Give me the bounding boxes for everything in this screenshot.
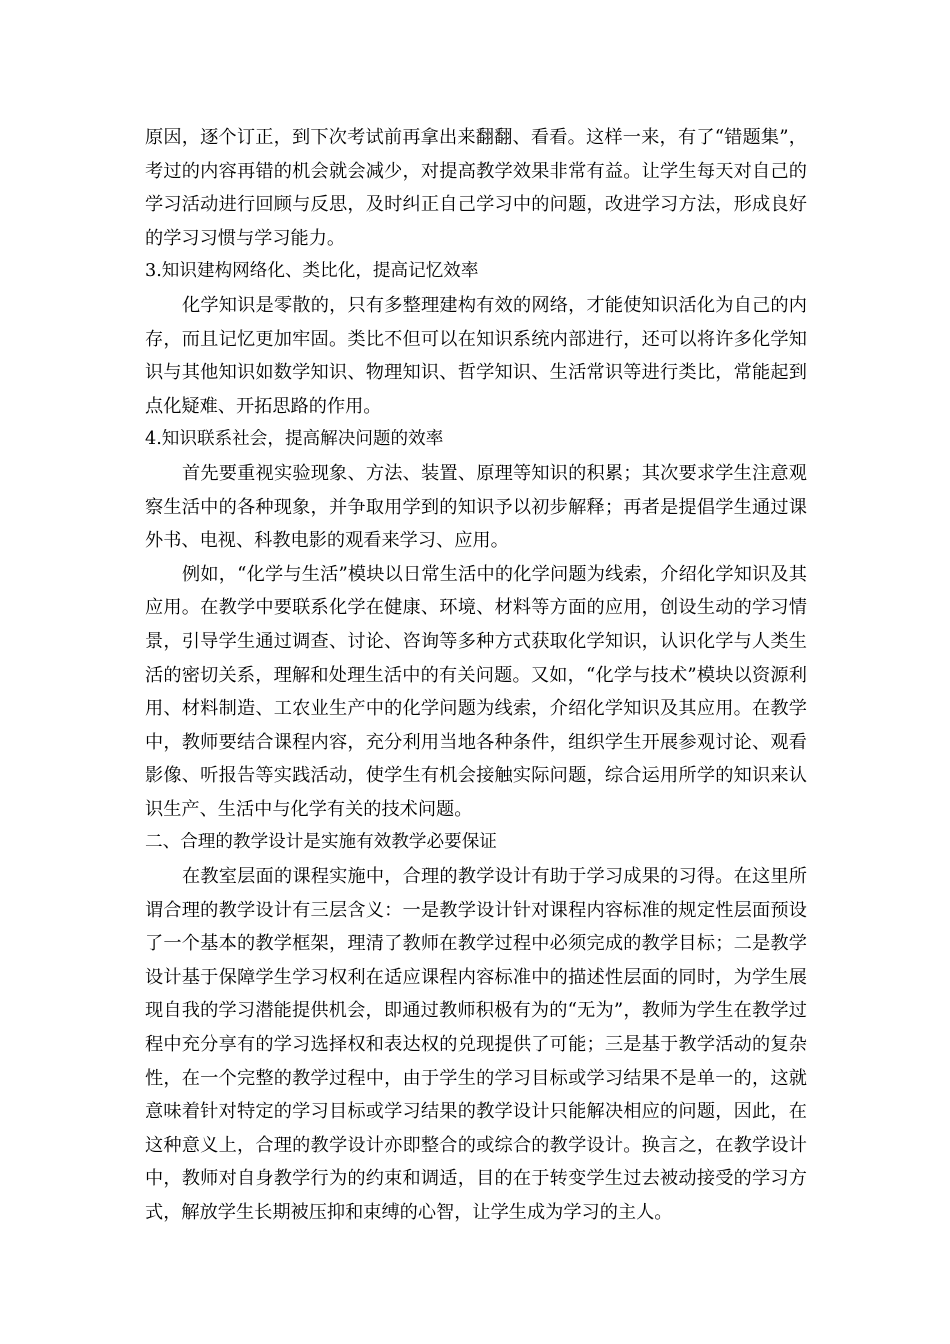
section-heading-4: 4.知识联系社会，提高解决问题的效率 (145, 429, 444, 450)
paragraph-teaching-design: 在教室层面的课程实施中，合理的教学设计有助于学习成果的习得。在这里所谓合理的教学设计有三层含义：一是教学设计针对课程内容标准的规定性层面预设了一个基本的教学框架，理清了教师在教学过程中必须完成的教学目标；二是教学设计基于保障学生学习权利在适应课程内容标准中的描述性层面的同时，为学生展现自我的学习潜能提供机会，即通过教师积极有为的“无为”，教师为学生在教学过程中充分享有的学习选择权和表达权的兑现提供了可能；三是基于教学活动的复杂性，在一个完整的教学过程中，由于学生的学习目标或学习结果不是单一的，这就意味着针对特定的学习目标或学习结果的教学设计只能解决相应的问题，因此，在这种意义上，合理的教学设计亦即整合的或综合的教学设计。换言之，在教学设计中，教师对自身教学行为的约束和调适，目的在于转变学生过去被动接受的学习方式，解放学生长期被压抑和束缚的心智，让学生成为学习的主人。 (145, 866, 807, 1223)
paragraph-experiment-knowledge: 首先要重视实验现象、方法、装置、原理等知识的积累；其次要求学生注意观察生活中的各种现象，并争取用学到的知识予以初步解释；再者是提倡学生通过课外书、电视、科教电影的观看来学习、应用。 (145, 462, 807, 552)
paragraph-continuation: 原因，逐个订正，到下次考试前再拿出来翻翻、看看。这样一来，有了“错题集”，考过的内容再错的机会就会减少，对提高教学效果非常有益。让学生每天对自己的学习活动进行回顾与反思，及时纠正自己学习中的问题，改进学习方法，形成良好的学习习惯与学习能力。 (145, 127, 807, 249)
paragraph-example-modules: 例如，“化学与生活”模块以日常生活中的化学问题为线索，介绍化学知识及其应用。在教学中要联系化学在健康、环境、材料等方面的应用，创设生动的学习情景，引导学生通过调查、讨论、咨询等多种方式获取化学知识，认识化学与人类生活的密切关系，理解和处理生活中的有关问题。又如，“化学与技术”模块以资源利用、材料制造、工农业生产中的化学问题为线索，介绍化学知识及其应用。在教学中，教师要结合课程内容，充分利用当地各种条件，组织学生开展参观讨论、观看影像、听报告等实践活动，使学生有机会接触实际问题，综合运用所学的知识来认识生产、生活中与化学有关的技术问题。 (145, 563, 807, 820)
section-heading-2: 二、合理的教学设计是实施有效教学必要保证 (145, 832, 497, 853)
document-page (145, 121, 807, 1230)
paragraph-knowledge-network: 化学知识是零散的，只有多整理建构有效的网络，才能使知识活化为自己的内存，而且记忆更加牢固。类比不但可以在知识系统内部进行，还可以将许多化学知识与其他知识如数学知识、物理知识、哲学知识、生活常识等进行类比，常能起到点化疑难、开拓思路的作用。 (145, 294, 807, 417)
section-heading-3: 3.知识建构网络化、类比化，提高记忆效率 (145, 261, 479, 282)
